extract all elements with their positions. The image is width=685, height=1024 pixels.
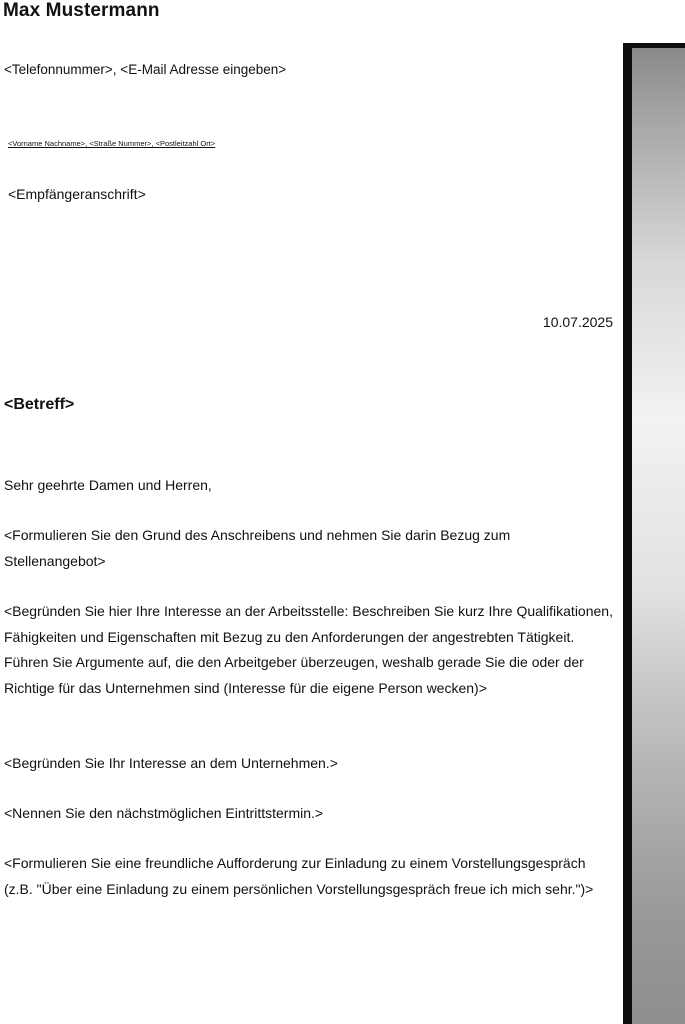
recipient-address: <Empfängeranschrift> bbox=[8, 186, 146, 202]
letter-paragraph-interview-request: <Formulieren Sie eine freundliche Aufforderung zur Einladung zu einem Vorstellungsgespräch (z.B. "Über eine Einladung zu einem persönlichen Vorstellungsgespräch freue ich mich sehr.")> bbox=[4, 855, 594, 897]
letter-paragraph-start-date: <Nennen Sie den nächstmöglichen Eintrittstermin.> bbox=[4, 805, 324, 821]
letter-subject: <Betreff> bbox=[4, 396, 75, 413]
sender-name: Max Mustermann bbox=[3, 0, 160, 21]
decorative-side-bar bbox=[623, 43, 685, 1024]
letter-paragraph-reason: <Formulieren Sie den Grund des Anschreibens und nehmen Sie darin Bezug zum Stellenangebot> bbox=[4, 527, 511, 569]
letter-salutation: Sehr geehrte Damen und Herren, bbox=[4, 477, 212, 493]
sender-contact-line: <Telefonnummer>, <E-Mail Adresse eingeben> bbox=[4, 62, 287, 77]
letter-paragraph-company-interest: <Begründen Sie Ihr Interesse an dem Unternehmen.> bbox=[4, 755, 338, 771]
letter-paragraph-qualifications: <Begründen Sie hier Ihre Interesse an der Arbeitsstelle: Beschreiben Sie kurz Ihre Qualifikationen, Fähigkeiten und Eigenschaften mit Bezug zu den Anforderungen der angestrebten Tätigkeit. Führen Sie Argumente auf, die den Arbeitgeber überzeugen, weshalb gerade Sie die oder der Richtige für das Unternehmen sind (Interesse für die eigene Person wecken)> bbox=[4, 603, 613, 696]
letter-date: 10.07.2025 bbox=[542, 314, 613, 330]
return-address-line: <Vorname Nachname>, <Straße Nummer>, <Postleitzahl Ort> bbox=[8, 139, 216, 148]
side-bar-gradient bbox=[632, 48, 685, 1024]
